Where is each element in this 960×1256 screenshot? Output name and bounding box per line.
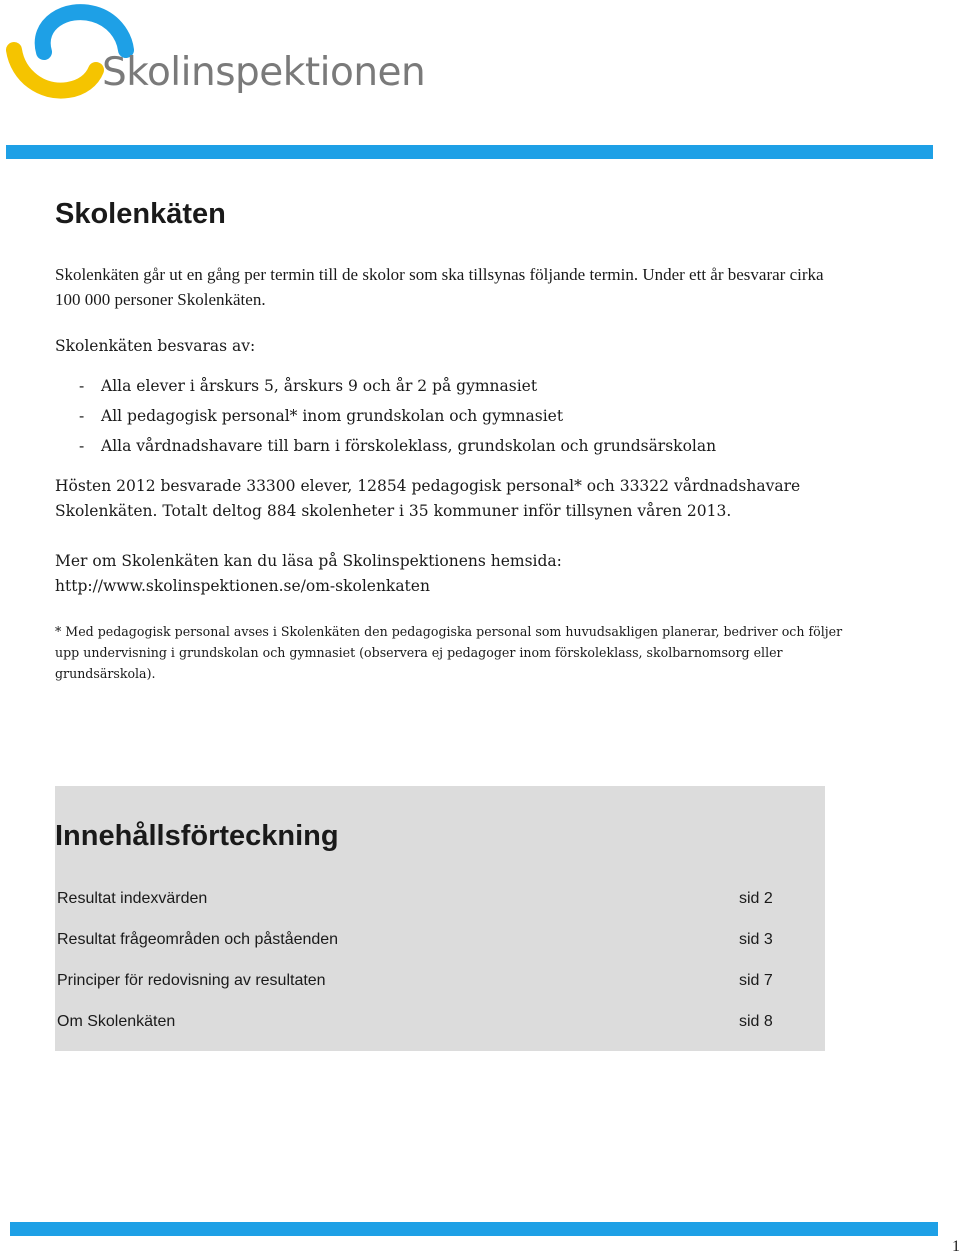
toc-entry-page: sid 7	[739, 972, 773, 989]
list-item	[79, 375, 716, 405]
toc-entry[interactable]	[57, 928, 775, 952]
toc-entry[interactable]	[57, 969, 775, 993]
more-info-paragraph	[55, 549, 845, 599]
header-divider-bar	[6, 145, 933, 159]
stats-paragraph: Hösten 2012 besvarade 33300 elever, 12854 pedagogisk personal* och 33322 vårdnadshavare Skolenkäten. Totalt deltog 884 skolenheter i 35 kommuner inför tillsynen våren 2013.	[55, 477, 801, 520]
logo-text: Skolinspektionen	[102, 50, 426, 95]
respondents-list	[79, 375, 716, 465]
list-item-text: Alla vårdnadshavare till barn i förskoleklass, grundskolan och grundsärskolan	[101, 437, 717, 455]
page-title: Skolenkäten	[55, 198, 226, 230]
toc-entry[interactable]	[57, 887, 775, 911]
list-item	[79, 435, 716, 465]
list-item-text: All pedagogisk personal* inom grundskolan och gymnasiet	[101, 407, 564, 425]
respondents-heading: Skolenkäten besvaras av:	[55, 337, 256, 355]
toc-entry-label: Resultat indexvärden	[57, 890, 208, 907]
toc-entry-page: sid 8	[739, 1013, 773, 1030]
table-of-contents	[55, 786, 825, 1051]
skolinspektionen-logo	[6, 4, 426, 104]
toc-entry-label: Principer för redovisning av resultaten	[57, 972, 326, 989]
list-dash: -	[79, 377, 85, 395]
page-number: 1	[952, 1238, 960, 1255]
list-item	[79, 405, 716, 435]
footnote: * Med pedagogisk personal avses i Skolenkäten den pedagogiska personal som huvudsakligen planerar, bedriver och följer upp undervisning i grundskolan och gymnasiet (observera ej pedagoger inom förskoleklass, skolbarnomsorg eller grundsärskola).	[55, 624, 843, 681]
toc-entry-label: Om Skolenkäten	[57, 1013, 176, 1030]
list-item-text: Alla elever i årskurs 5, årskurs 9 och år 2 på gymnasiet	[101, 377, 538, 395]
list-dash: -	[79, 407, 85, 425]
footer-divider-bar	[10, 1222, 938, 1236]
toc-title: Innehållsförteckning	[55, 820, 339, 852]
intro-paragraph: Skolenkäten går ut en gång per termin till de skolor som ska tillsynas följande termin. Under ett år besvarar cirka 100 000 personer Skolenkäten.	[55, 265, 824, 309]
more-info-text: Mer om Skolenkäten kan du läsa på Skolinspektionens hemsida:	[55, 552, 562, 570]
toc-entry-page: sid 2	[739, 890, 773, 907]
list-dash: -	[79, 437, 85, 455]
toc-entry-page: sid 3	[739, 931, 773, 948]
more-info-link[interactable]: http://www.skolinspektionen.se/om-skolenkaten	[55, 577, 430, 595]
toc-entry-label: Resultat frågeområden och påståenden	[57, 931, 339, 948]
toc-entry[interactable]	[57, 1010, 775, 1034]
